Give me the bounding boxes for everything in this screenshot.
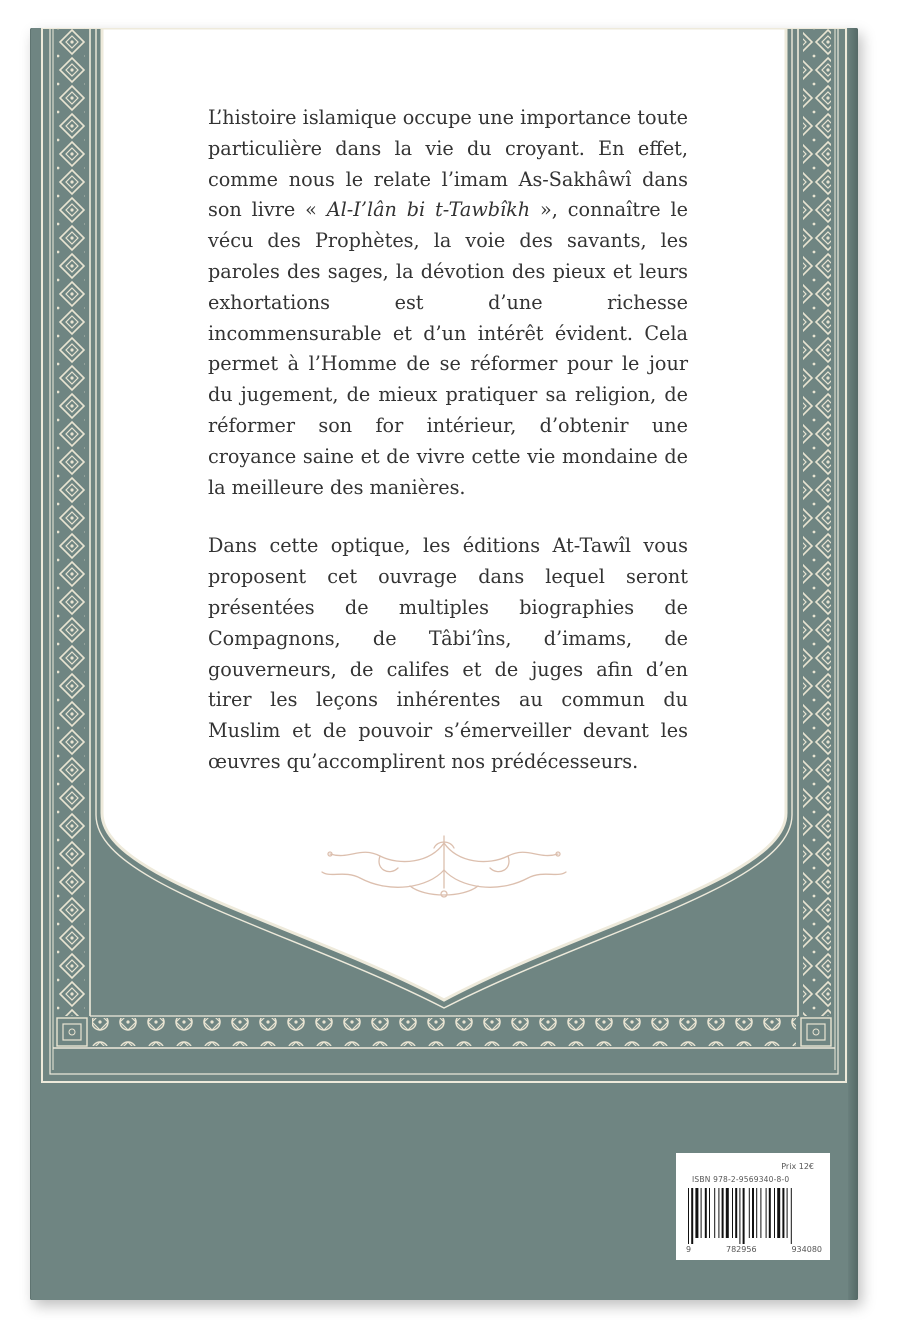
barcode-bar bbox=[718, 1188, 719, 1238]
barcode-bar bbox=[695, 1188, 698, 1238]
barcode-bar bbox=[722, 1188, 724, 1238]
price-label: Prix 12€ bbox=[781, 1162, 814, 1171]
paragraph-1-end: », connaître le vécu des Prophètes, la voie des savants, les paroles des sages, la dévotion des pieux et leurs exhortations est d’une richesse incommensurable et d’un intérêt évident. Cela permet à l’Homme de se réformer pour le jour du jugement, de mieux pratiquer sa religion, de réformer son for intérieur, d’obtenir une croyance saine et de vivre cette vie mondaine de la meilleure des manières. bbox=[208, 198, 688, 499]
barcode-digits bbox=[686, 1245, 822, 1254]
barcode-bar bbox=[735, 1188, 737, 1238]
barcode-digit-group-2: 934080 bbox=[791, 1245, 822, 1254]
book-back-cover bbox=[30, 28, 858, 1300]
barcode-bar bbox=[766, 1188, 767, 1238]
barcode-bar bbox=[774, 1188, 775, 1238]
back-cover-text bbox=[208, 103, 688, 778]
barcode-bar bbox=[752, 1188, 754, 1238]
barcode-bar bbox=[732, 1188, 733, 1238]
paragraph-1 bbox=[208, 103, 688, 503]
barcode-bar bbox=[688, 1188, 689, 1244]
isbn-label: ISBN 978-2-9569340-8-0 bbox=[692, 1175, 790, 1184]
barcode-bar bbox=[787, 1188, 788, 1238]
paragraph-2: Dans cette optique, les éditions At-Tawîl vous proposent cet ouvrage dans lequel seront présentées de multiples biographies de Compagnons, de Tâbi’îns, d’imams, de gouverneurs, de califes et de juges afin d’en tirer les leçons inhérentes au commun du Muslim et de pouvoir s’émerveiller devant les œuvres qu’accomplirent nos prédécesseurs. bbox=[208, 534, 688, 773]
barcode-digit-group-1: 782956 bbox=[726, 1245, 757, 1254]
barcode-bar bbox=[756, 1188, 757, 1238]
barcode-bar bbox=[769, 1188, 771, 1238]
right-ornament-strip bbox=[803, 28, 831, 1016]
barcode-bar bbox=[709, 1188, 710, 1238]
corner-ornament-left bbox=[57, 1018, 87, 1046]
barcode-bar bbox=[760, 1188, 761, 1238]
barcode-bar bbox=[782, 1188, 784, 1238]
barcode-bar bbox=[743, 1188, 745, 1244]
barcode-label bbox=[676, 1153, 830, 1260]
left-ornament-strip bbox=[57, 28, 85, 1016]
corner-ornament-right bbox=[801, 1018, 831, 1046]
barcode-bar bbox=[691, 1188, 693, 1244]
barcode-bar bbox=[726, 1188, 729, 1238]
barcode-bar bbox=[791, 1188, 792, 1244]
paragraph-1-start: L’histoire islamique occupe une importance toute particulière dans la vie du croyant. En effet, comme nous le relate l’imam As-Sakhâwî dans son livre « bbox=[208, 106, 688, 222]
bottom-ornament-strip bbox=[92, 1018, 796, 1046]
barcode-bars bbox=[688, 1188, 818, 1244]
barcode-bar bbox=[705, 1188, 707, 1238]
barcode-digit-first: 9 bbox=[686, 1245, 692, 1254]
barcode-bar bbox=[739, 1188, 740, 1244]
barcode-bar bbox=[777, 1188, 780, 1238]
barcode-bar bbox=[714, 1188, 715, 1238]
barcode-bar bbox=[749, 1188, 750, 1238]
book-title: Al-I’lân bi t-Tawbîkh bbox=[326, 198, 531, 222]
barcode-bar bbox=[701, 1188, 702, 1238]
